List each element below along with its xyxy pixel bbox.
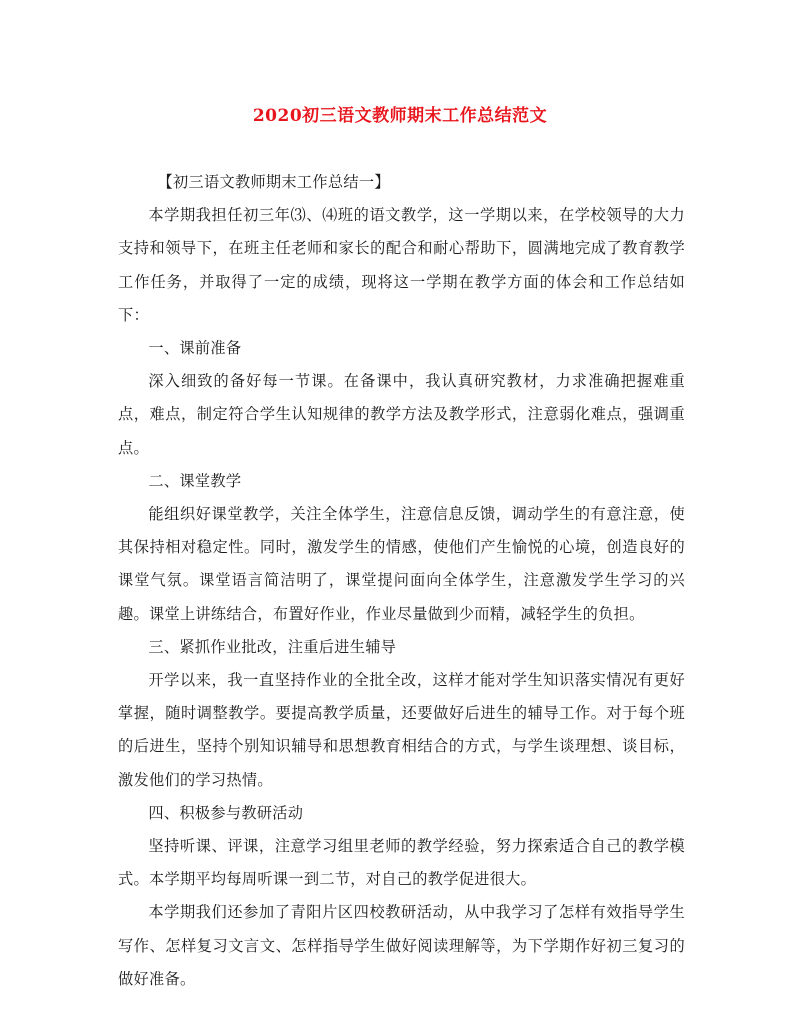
document-body — [118, 166, 685, 996]
section-heading-main: 【初三语文教师期末工作总结一】 — [157, 173, 390, 191]
intro-paragraph: 本学期我担任初三年⑶、⑷班的语文教学，这一学期以来，在学校领导的大力支持和领导下，在班主任老师和家长的配合和耐心帮助下，圆满地完成了教育教学工作任务，并取得了一定的成绩，现将这一学期在教学方面的体会和工作总结如下： — [118, 206, 685, 324]
section-2-paragraph: 能组织好课堂教学，关注全体学生，注意信息反馈，调动学生的有意注意，使其保持相对稳定性。同时，激发学生的情感，使他们产生愉悦的心境，创造良好的课堂气氛。课堂语言简洁明了，课堂提问面向全体学生，注意激发学生学习的兴趣。课堂上讲练结合，布置好作业，作业尽量做到少而精，减轻学生的负担。 — [118, 505, 685, 623]
section-heading-1: 一、课前准备 — [148, 339, 242, 358]
section-4-paragraph-1: 坚持听课、评课，注意学习组里老师的教学经验，努力探索适合自己的教学模式。本学期平均每周听课一到二节，对自己的教学促进很大。 — [118, 837, 685, 889]
document-title: 2020初三语文教师期末工作总结范文 — [252, 106, 548, 126]
section-heading-2: 二、课堂教学 — [148, 471, 242, 490]
section-heading-3: 三、紧抓作业批改，注重后进生辅导 — [148, 637, 397, 656]
section-1-paragraph: 深入细致的备好每一节课。在备课中，我认真研究教材，力求准确把握难重点，难点，制定符合学生认知规律的教学方法及教学形式，注意弱化难点，强调重点。 — [118, 372, 685, 457]
section-4-paragraph-2: 本学期我们还参加了青阳片区四校教研活动，从中我学习了怎样有效指导学生写作、怎样复习文言文、怎样指导学生做好阅读理解等，为下学期作好初三复习的做好准备。 — [118, 903, 685, 988]
section-heading-4: 四、积极参与教研活动 — [148, 803, 304, 822]
section-3-paragraph: 开学以来，我一直坚持作业的全批全改，这样才能对学生知识落实情况有更好掌握，随时调整教学。要提高教学质量，还要做好后进生的辅导工作。对于每个班的后进生，坚持个别知识辅导和思想教育相结合的方式，与学生谈理想、谈目标，激发他们的学习热情。 — [118, 671, 685, 789]
